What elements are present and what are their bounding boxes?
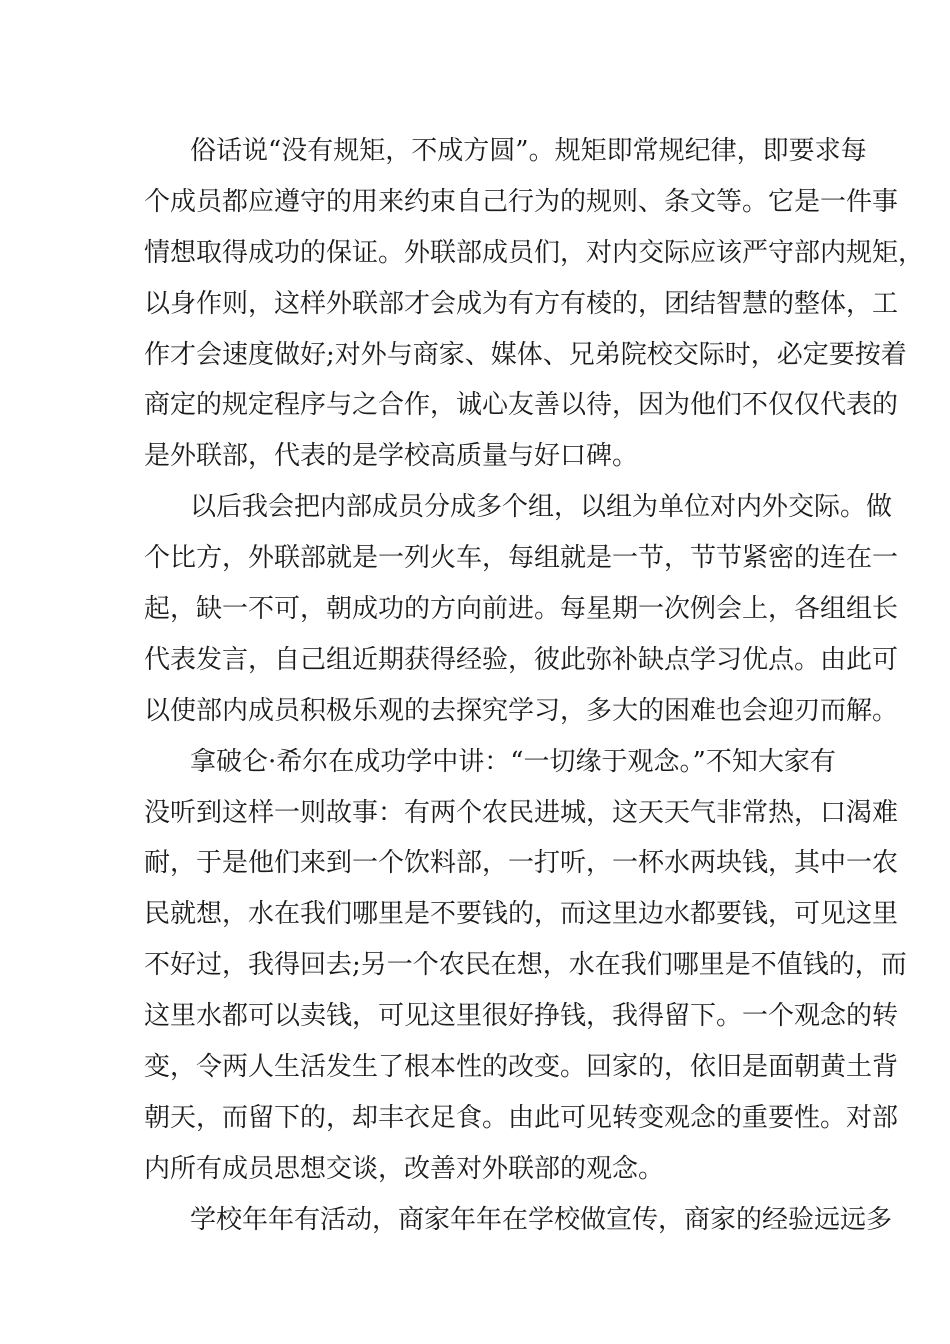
paragraph-groups (144, 482, 899, 736)
text-line: 这里水都可以卖钱，可见这里很好挣钱，我得留下。一个观念的转 (144, 1001, 899, 1032)
text-line: 个比方，外联部就是一列火车，每组就是一节，节节紧密的连在一 (144, 543, 899, 574)
text-line: 内所有成员思想交谈，改善对外联部的观念。 (144, 1153, 665, 1184)
text-line: 商定的规定程序与之合作，诚心友善以待，因为他们不仅仅代表的 (144, 390, 899, 421)
document-body (144, 126, 925, 1246)
text-line: 朝天，而留下的，却丰衣足食。由此可见转变观念的重要性。对部 (144, 1102, 899, 1133)
text-line: 以后我会把内部成员分成多个组，以组为单位对内外交际。做 (190, 492, 893, 523)
paragraph-concept-story (144, 737, 907, 1195)
text-line: 情想取得成功的保证。外联部成员们，对内交际应该严守部内规矩， (144, 237, 925, 268)
paragraph-rules (144, 126, 925, 482)
text-line: 变，令两人生活发生了根本性的改变。回家的，依旧是面朝黄土背 (144, 1052, 899, 1083)
text-line: 以使部内成员积极乐观的去探究学习，多大的困难也会迎刃而解。 (144, 695, 899, 726)
text-line: 耐，于是他们来到一个饮料部，一打听，一杯水两块钱，其中一农 (144, 848, 899, 879)
text-line: 学校年年有活动，商家年年在学校做宣传，商家的经验远远多 (190, 1204, 893, 1235)
paragraph-activities (144, 1195, 893, 1246)
text-line: 俗话说“没有规矩，不成方圆”。规矩即常规纪律，即要求每 (190, 136, 867, 166)
text-line: 民就想，水在我们哪里是不要钱的，而这里边水都要钱，可见这里 (144, 899, 899, 930)
text-line: 个成员都应遵守的用来约束自己行为的规则、条文等。它是一件事 (144, 186, 899, 217)
text-line: 没听到这样一则故事：有两个农民进城，这天天气非常热，口渴难 (144, 797, 899, 828)
text-line: 不好过，我得回去;另一个农民在想，水在我们哪里是不值钱的，而 (144, 950, 907, 981)
text-line: 起，缺一不可，朝成功的方向前进。每星期一次例会上，各组组长 (144, 594, 899, 625)
text-line: 代表发言，自己组近期获得经验，彼此弥补缺点学习优点。由此可 (144, 644, 899, 675)
text-line: 以身作则，这样外联部才会成为有方有棱的，团结智慧的整体，工 (144, 288, 899, 319)
text-line: 作才会速度做好;对外与商家、媒体、兄弟院校交际时，必定要按着 (144, 339, 907, 370)
text-line: 是外联部，代表的是学校高质量与好口碑。 (144, 441, 639, 472)
text-line: 拿破仑·希尔在成功学中讲：“一切缘于观念。”不知大家有 (190, 746, 836, 777)
